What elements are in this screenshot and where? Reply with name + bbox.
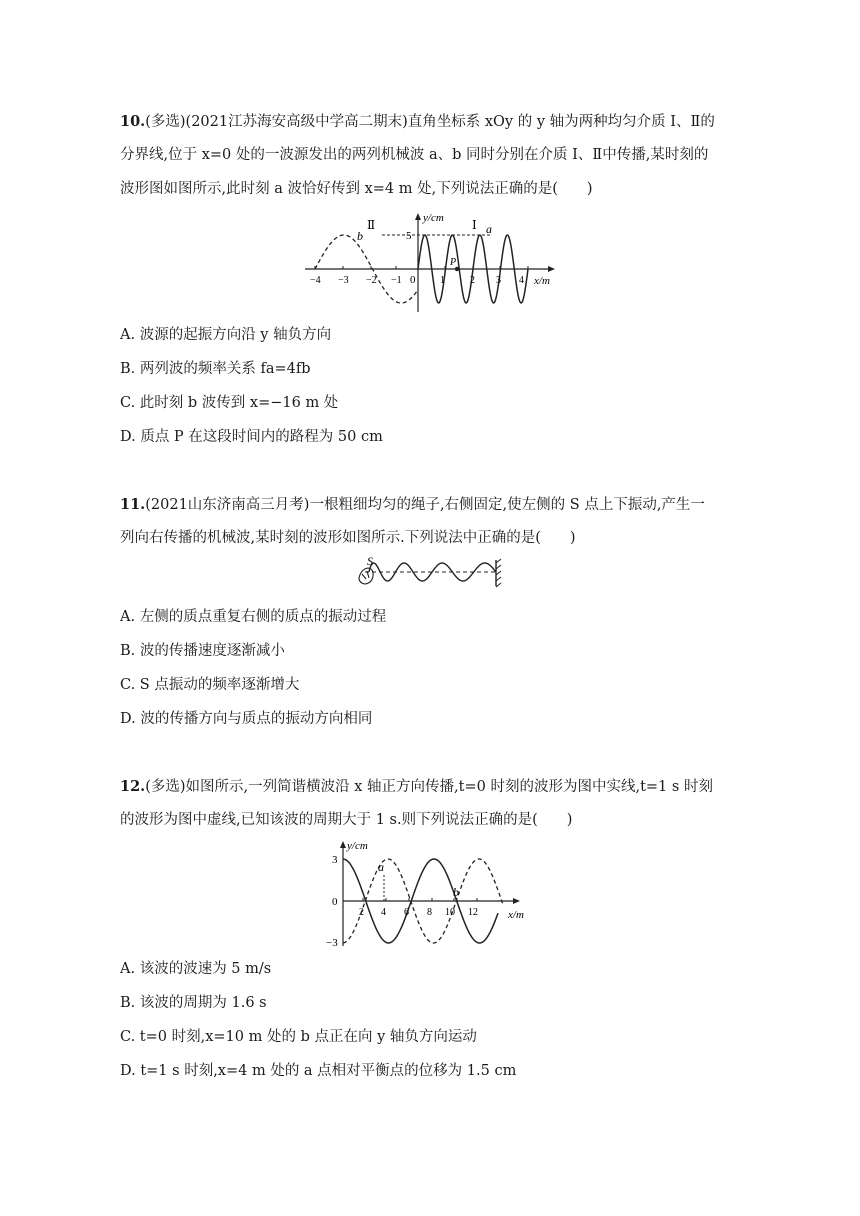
q12-tick-label: 12 (468, 907, 478, 918)
q10-number: 10. (120, 113, 146, 130)
q10-wave-figure (300, 208, 560, 316)
q10-tick-label: −2 (366, 275, 377, 286)
q10-option-c[interactable]: C. 此时刻 b 波传到 x=−16 m 处 (120, 395, 339, 411)
q10-tick-label: −3 (338, 275, 349, 286)
q12-tick-label: 10 (445, 907, 455, 918)
q12-origin-label: 0 (332, 896, 338, 908)
q11-option-a[interactable]: A. 左侧的质点重复右侧的质点的振动过程 (120, 609, 387, 625)
q10-tick-label: 1 (440, 275, 445, 286)
q11-option-d[interactable]: D. 波的传播方向与质点的振动方向相同 (120, 711, 373, 727)
q12-line-2: 的波形为图中虚线,已知该波的周期大于 1 s.则下列说法正确的是( ) (120, 812, 573, 828)
q10-line-1: 10.(多选)(2021江苏海安高级中学高二期末)直角坐标系 xOy 的 y 轴为两种均匀介质 Ⅰ、Ⅱ的 (120, 113, 715, 130)
q10-x-arrow (548, 266, 555, 272)
q12-number: 12. (120, 778, 146, 795)
q11-line-2: 列向右传播的机械波,某时刻的波形如图所示.下列说法中正确的是( ) (120, 530, 576, 546)
q10-label-II: Ⅱ (367, 218, 376, 232)
q12-label-b: b (453, 885, 459, 899)
q11-rope-figure (355, 554, 510, 594)
q10-line-2: 分界线,位于 x=0 处的一波源发出的两列机械波 a、b 同时分别在介质 Ⅰ、Ⅱ中传播,某时刻的 (120, 147, 709, 163)
q11-option-b[interactable]: B. 波的传播速度逐渐减小 (120, 643, 285, 659)
q10-line-3: 波形图如图所示,此时刻 a 波恰好传到 x=4 m 处,下列说法正确的是( ) (120, 181, 593, 197)
q10-option-d[interactable]: D. 质点 P 在这段时间内的路程为 50 cm (120, 429, 383, 445)
q11-hand-icon (359, 568, 373, 584)
q12-tick-label: 2 (359, 907, 364, 918)
q12-option-c[interactable]: C. t=0 时刻,x=10 m 处的 b 点正在向 y 轴负方向运动 (120, 1029, 477, 1045)
q10-label-I: Ⅰ (472, 218, 477, 232)
q10-tick-label: 4 (519, 275, 524, 286)
q12-option-b[interactable]: B. 该波的周期为 1.6 s (120, 995, 267, 1011)
q10-label-P: P (450, 257, 457, 268)
q12-tick-label: 6 (404, 907, 409, 918)
q10-option-b[interactable]: B. 两列波的频率关系 fa=4fb (120, 361, 311, 377)
q12-option-a[interactable]: A. 该波的波速为 5 m/s (120, 961, 272, 977)
q11-wall-hatch (496, 559, 501, 587)
q10-amplitude-label: 5 (406, 230, 412, 242)
q12-x-axis-label: x/m (508, 909, 524, 921)
q12-y-axis-label: y/cm (347, 840, 368, 852)
q12-y-top-label: 3 (332, 854, 338, 866)
q11-line-1: 11.(2021山东济南高三月考)一根粗细均匀的绳子,右侧固定,使左侧的 S 点上下振动,产生一 (120, 496, 705, 513)
q12-option-d[interactable]: D. t=1 s 时刻,x=4 m 处的 a 点相对平衡点的位移为 1.5 cm (120, 1063, 517, 1079)
q10-tick-label: 2 (470, 275, 475, 286)
q12-tick-label: 8 (427, 907, 432, 918)
q10-y-axis-label: y/cm (423, 212, 444, 224)
q12-line-1: 12.(多选)如图所示,一列简谐横波沿 x 轴正方向传播,t=0 时刻的波形为图中实线,t=1 s 时刻 (120, 778, 713, 795)
q10-y-arrow (415, 213, 421, 220)
q12-y-bottom-label: −3 (326, 937, 338, 949)
q10-x-axis-label: x/m (534, 275, 550, 287)
q10-tick-label: −4 (310, 275, 321, 286)
q12-label-a: a (378, 860, 384, 874)
q11-label-S: S (367, 554, 373, 568)
q10-label-b: b (357, 229, 363, 243)
q12-x-arrow (513, 898, 520, 904)
q10-tick-label: −1 (391, 275, 402, 286)
q10-label-a: a (486, 222, 492, 236)
q11-number: 11. (120, 496, 146, 513)
q10-origin-label: 0 (410, 274, 416, 286)
q11-option-c[interactable]: C. S 点振动的频率逐渐增大 (120, 677, 300, 693)
q12-y-arrow (340, 841, 346, 848)
q10-option-a[interactable]: A. 波源的起振方向沿 y 轴负方向 (120, 327, 332, 343)
q10-tick-label: 3 (496, 275, 501, 286)
q12-wave-figure (318, 838, 538, 950)
q12-tick-label: 4 (381, 907, 386, 918)
